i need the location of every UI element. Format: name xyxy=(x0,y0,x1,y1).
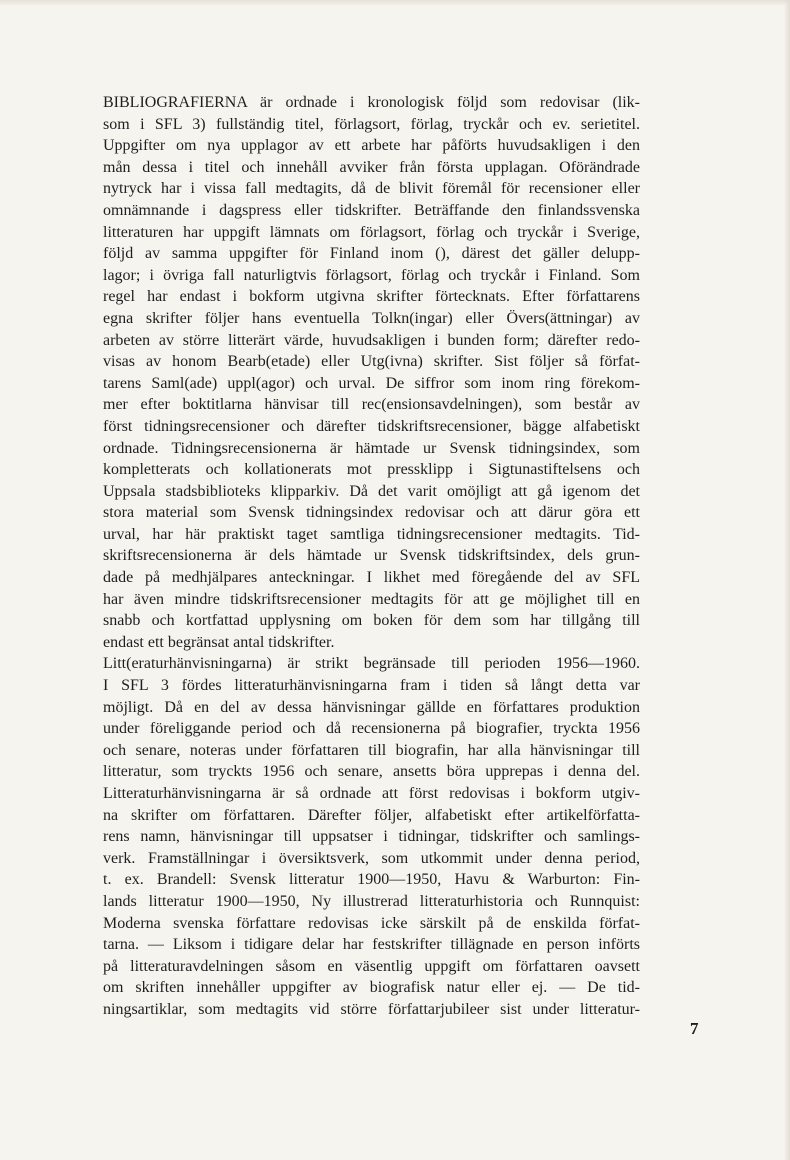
text-line: skriftsrecensionerna är dels hämtade ur Svensk tidskriftsindex, dels grun- xyxy=(103,547,640,565)
text-line: lagor; i övriga fall naturligtvis förlagsort, förlag och tryckår i Finland. Som xyxy=(103,266,640,284)
text-line: på litteraturavdelningen såsom en väsentlig uppgift om författaren oavsett xyxy=(103,957,640,975)
text-line: urval, har här praktiskt taget samtliga tidningsrecensioner medtagits. Tid- xyxy=(103,525,640,543)
text-line: mån dessa i titel och innehåll avviker från första upplagan. Oförändrade xyxy=(103,158,640,176)
text-line: Uppsala stadsbiblioteks klipparkiv. Då det varit omöjligt att gå igenom det xyxy=(103,482,640,500)
text-line: tarens Saml(ade) uppl(agor) och urval. De siffror som inom ring förekom- xyxy=(103,374,640,392)
text-line: omnämnande i dagspress eller tidskrifter. Beträffande den finlandssvenska xyxy=(103,201,640,219)
text-line: Uppgifter om nya upplagor av ett arbete har påförts huvudsakligen i den xyxy=(103,137,640,155)
text-line: tarna. — Liksom i tidigare delar har festskrifter tillägnade en person införts xyxy=(103,936,640,954)
text-line: I SFL 3 fördes litteraturhänvisningarna fram i tiden så långt detta var xyxy=(103,677,640,695)
text-line: t. ex. Brandell: Svensk litteratur 1900—1950, Havu & Warburton: Fin- xyxy=(103,871,640,889)
text-line: kompletterats och kollationerats mot pressklipp i Sigtunastiftelsens och xyxy=(103,461,640,479)
text-line: ningsartiklar, som medtagits vid större författarjubileer sist under litteratur- xyxy=(103,1000,640,1018)
text-line: litteratur, som tryckts 1956 och senare, ansetts böra upprepas i denna del. xyxy=(103,763,640,781)
text-line: verk. Framställningar i översiktsverk, som utkommit under denna period, xyxy=(103,849,640,867)
text-line: har även mindre tidskriftsrecensioner medtagits för att ge möjlighet till en xyxy=(103,590,640,608)
text-line: Litt(eraturhänvisningarna) är strikt begränsade till perioden 1956—1960. xyxy=(103,655,640,673)
text-line: endast ett begränsat antal tidskrifter. xyxy=(103,633,335,651)
text-line: Litteraturhänvisningarna är så ordnade att först redovisas i bokform utgiv- xyxy=(103,785,640,802)
text-line: under föreliggande period och då recensionerna på biografier, tryckta 1956 xyxy=(103,720,640,738)
text-line: BIBLIOGRAFIERNA är ordnade i kronologisk följd som redovisar (lik- xyxy=(103,94,640,111)
text-line: mer efter boktitlarna hänvisar till rec(ensionsavdelningen), som består av xyxy=(103,396,640,414)
text-line: nytryck har i vissa fall medtagits, då de blivit föremål för recensioner eller xyxy=(103,180,640,198)
text-line: dade på medhjälpares anteckningar. I likhet med föregående del av SFL xyxy=(103,569,640,587)
text-line: regel har endast i bokform utgivna skrifter förtecknats. Efter författarens xyxy=(103,288,640,306)
page-number: 7 xyxy=(690,1019,699,1038)
text-line: litteraturen har uppgift lämnats om förlagsort, förlag och tryckår i Sverige, xyxy=(103,223,640,241)
text-line: Moderna svenska författare redovisas icke särskilt på de enskilda förfat- xyxy=(103,914,640,932)
text-line: egna skrifter följer hans eventuella Tolkn(ingar) eller Övers(ättningar) av xyxy=(103,309,640,327)
text-line: lands litteratur 1900—1950, Ny illustrerad litteraturhistoria och Runnquist: xyxy=(103,892,640,910)
body-text xyxy=(103,92,640,1021)
text-line: följd av samma uppgifter för Finland inom (), därest det gäller delupp- xyxy=(103,245,640,263)
text-line: snabb och kortfattad upplysning om boken för dem som har tillgång till xyxy=(103,612,640,630)
text-line: arbeten av större litterärt värde, huvudsakligen i bunden form; därefter redo- xyxy=(103,331,640,349)
text-line: om skriften innehåller uppgifter av biografisk natur eller ej. — De tid- xyxy=(103,979,640,997)
text-line: möjligt. Då en del av dessa hänvisningar gällde en författares produktion xyxy=(103,698,640,716)
text-line: som i SFL 3) fullständig titel, förlagsort, förlag, tryckår och ev. serietitel. xyxy=(103,115,640,133)
page-right-edge xyxy=(784,0,790,1160)
text-line: först tidningsrecensioner och därefter tidskriftsrecensioner, bägge alfabetiskt xyxy=(103,417,640,435)
text-line: stora material som Svensk tidningsindex redovisar och att därur göra ett xyxy=(103,504,640,522)
text-line: visas av honom Bearb(etade) eller Utg(ivna) skrifter. Sist följer så förfat- xyxy=(103,353,640,371)
text-line: och senare, noteras under författaren till biografin, har alla hänvisningar till xyxy=(103,741,640,759)
page-top-edge xyxy=(0,0,790,6)
text-line: rens namn, hänvisningar till uppsatser i tidningar, tidskrifter och samlings- xyxy=(103,828,640,846)
text-line: ordnade. Tidningsrecensionerna är hämtade ur Svensk tidningsindex, som xyxy=(103,439,640,457)
text-line: na skrifter om författaren. Därefter följer, alfabetiskt efter artikelförfatta- xyxy=(103,806,640,824)
